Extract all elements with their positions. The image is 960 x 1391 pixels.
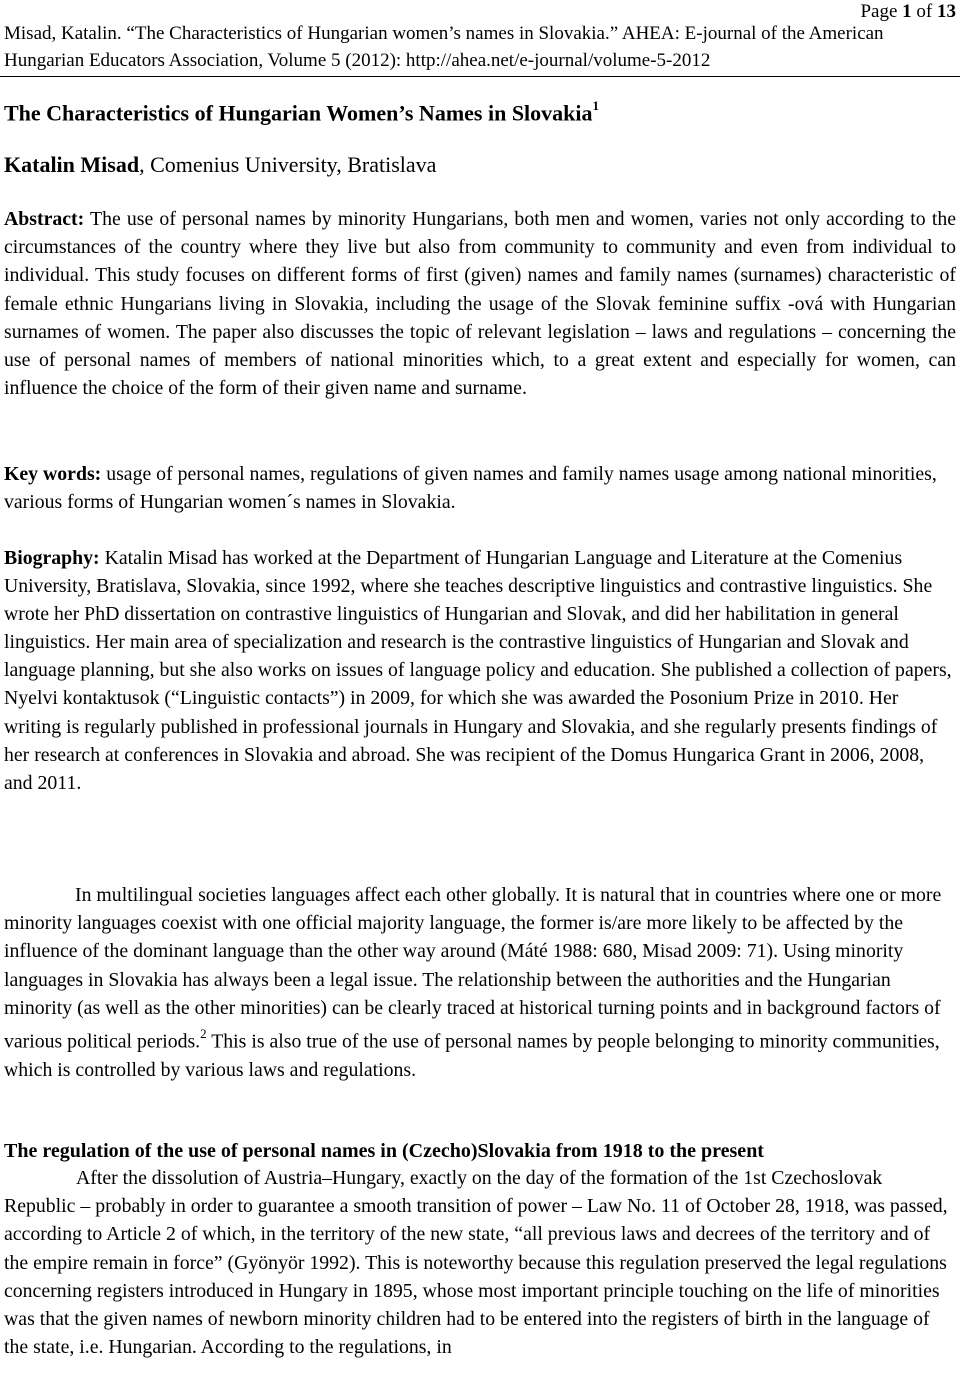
keywords-text: usage of personal names, regulations of given names and family names usage among national minorities, various forms of Hungarian women´s names in Slovakia.: [4, 463, 937, 513]
intro-text-1: In multilingual societies languages affect each other globally. It is natural that in countries where one or more minority languages coexist with one official majority language, the former is/are more likely to be affected by the influence of the dominant language than the other way around (Máté 1988: 680, Misad 2009: 71). Using minority languages in Slovakia has always been a legal issue. The relationship between the authorities and the Hungarian minority (as well as the other minorities) can be clearly traced at historical turning points and in background factors of various political periods.: [4, 884, 942, 1053]
section-paragraph: After the dissolution of Austria–Hungary, exactly on the day of the formation of the 1st Czechoslovak Republic – probably in order to guarantee a smooth transition of power – Law No. 11 of October 28, 1918, was passed, according to Article 2 of which, in the territory of the new state, “all previous laws and decrees of the territory and of the empire remain in force” (Gyönyör 1992). This is noteworthy because this regulation preserved the legal regulations concerning registers introduced in Hungary in 1895, whose most important principle touching on the life of minorities was that the given names of newborn minority children had to be entered into the registers of birth in the language of the state, i.e. Hungarian. According to the regulations, in: [4, 1167, 948, 1359]
intro-footnote-marker: 2: [200, 1026, 207, 1042]
intro-paragraph: [4, 881, 956, 1084]
article-title: [4, 93, 954, 128]
page-number-total: 13: [937, 1, 956, 22]
abstract-label: Abstract:: [4, 208, 85, 230]
abstract-paragraph: [4, 205, 956, 402]
page-number-sep: of: [911, 1, 937, 22]
biography-paragraph: [4, 544, 956, 797]
page-number-current: 1: [902, 1, 912, 22]
author-affiliation: , Comenius University, Bratislava: [139, 152, 437, 177]
keywords-label: Key words:: [4, 463, 102, 485]
abstract-text: The use of personal names by minority Hungarians, both men and women, varies not only according to the circumstances of the country where they live but also from community to community and even from individual to individual. This study focuses on different forms of first (given) names and family names (surnames) characteristic of female ethnic Hungarians living in Slovakia, including the usage of the Slovak feminine suffix -ová with Hungarian surnames of women. The paper also discusses the topic of relevant legislation – laws and regulations – concerning the use of personal names of members of national minorities which, to a great extent and especially for women, can influence the choice of the form of their given name and surname.: [4, 208, 956, 400]
title-footnote-marker: 1: [592, 98, 600, 113]
biography-label: Biography:: [4, 547, 100, 569]
running-header: Misad, Katalin. “The Characteristics of Hungarian women’s names in Slovakia.” AHEA: E-journal of the American Hungarian Educators Association, Volume 5 (2012): http://ahea.net/e-journal/volume-5-2012: [4, 23, 884, 71]
page-number-prefix: Page: [860, 1, 903, 22]
section-heading: The regulation of the use of personal names in (Czecho)Slovakia from 1918 to the present: [4, 1140, 764, 1162]
author-line: [4, 150, 954, 180]
keywords-paragraph: [4, 460, 956, 516]
article-title-text: The Characteristics of Hungarian Women’s Names in Slovakia: [4, 100, 593, 126]
biography-text: Katalin Misad has worked at the Department of Hungarian Language and Literature at the Comenius University, Bratislava, Slovakia, since 1992, where she teaches descriptive linguistics and contrastive linguistics. She wrote her PhD dissertation on contrastive linguistics of Hungarian and Slovak, and did her habilitation in general linguistics. Her main area of specialization and research is the contrastive linguistics of Hungarian and Slovak and language planning, but she also works on issues of language policy and education. She published a collection of papers, Nyelvi kontaktusok (“Linguistic contacts”) in 2009, for which she was awarded the Posonium Prize in 2010. Her writing is regularly published in professional journals in Hungary and Slovakia, and she regularly presents findings of her research at conferences in Slovakia and abroad. She was recipient of the Domus Hungarica Grant in 2006, 2008, and 2011.: [4, 547, 952, 794]
author-name: Katalin Misad: [4, 152, 140, 177]
intro-text-2: This is also true of the use of personal names by people belonging to minority communities, which is controlled by various laws and regulations.: [4, 1030, 940, 1081]
header-divider: [0, 76, 960, 77]
